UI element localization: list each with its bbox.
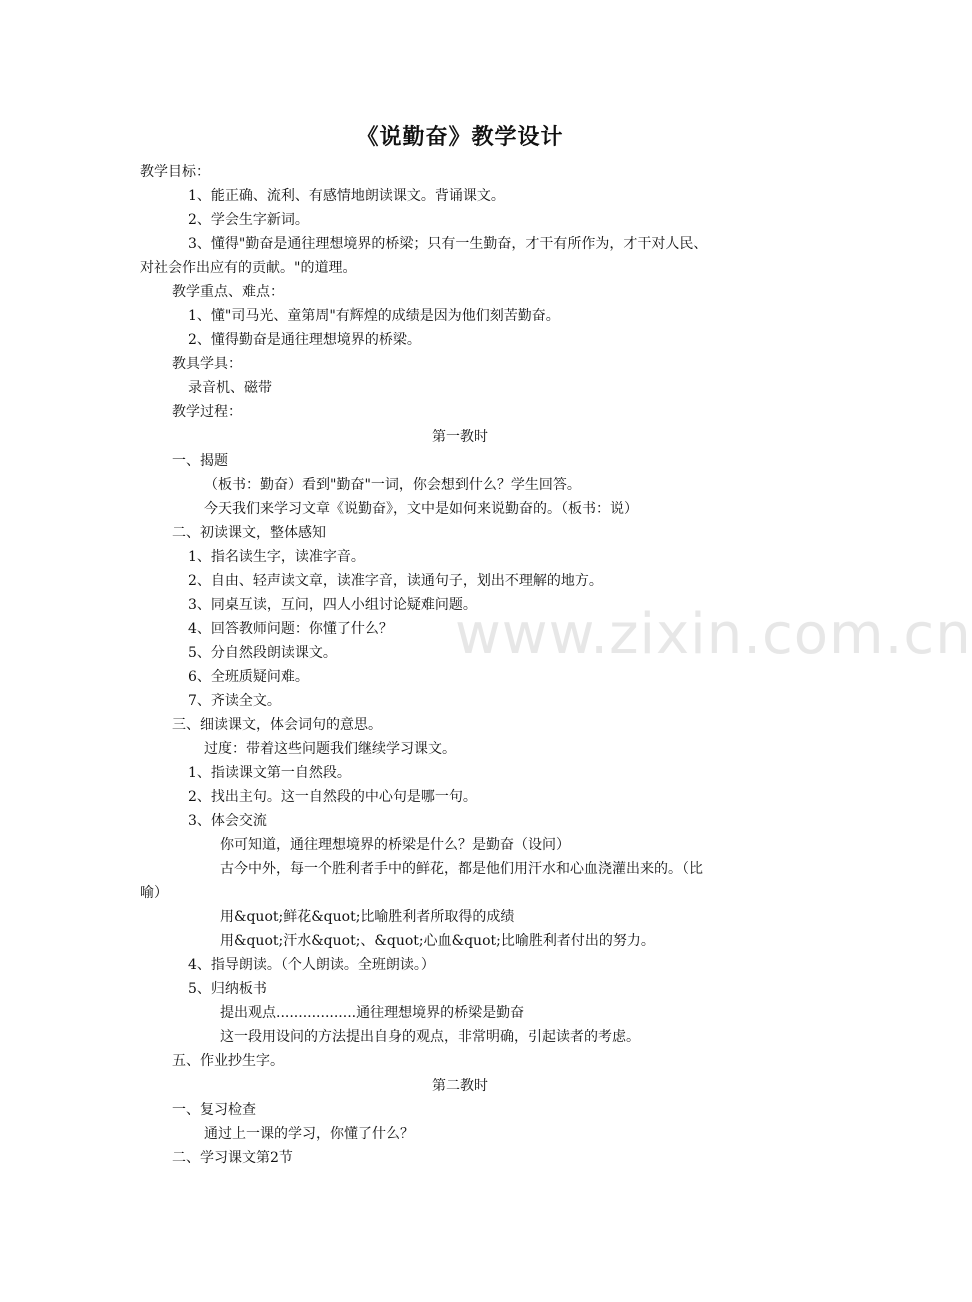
section-heading: 第一教时 xyxy=(432,429,488,445)
text-line: 过度：带着这些问题我们继续学习课文。 xyxy=(204,741,456,757)
text-line: 对社会作出应有的贡献。"的道理。 xyxy=(140,260,357,276)
text-line: 三、细读课文，体会词句的意思。 xyxy=(172,717,382,733)
text-line: 教学目标： xyxy=(140,164,210,180)
text-line: 教学过程： xyxy=(172,404,242,420)
text-line: 2、学会生字新词。 xyxy=(188,212,309,228)
text-line: 一、复习检查 xyxy=(172,1102,256,1118)
text-line: 二、初读课文，整体感知 xyxy=(172,525,326,541)
text-line: 古今中外，每一个胜利者手中的鲜花，都是他们用汗水和心血浇灌出来的。（比 xyxy=(220,861,703,877)
text-line: 2、懂得勤奋是通往理想境界的桥梁。 xyxy=(188,332,421,348)
section-heading: 第二教时 xyxy=(432,1078,488,1094)
text-line: 1、指读课文第一自然段。 xyxy=(188,765,351,781)
text-line: 1、能正确、流利、有感情地朗读课文。背诵课文。 xyxy=(188,188,505,204)
text-line: 3、同桌互读，互问，四人小组讨论疑难问题。 xyxy=(188,597,477,613)
text-line: 你可知道，通往理想境界的桥梁是什么？是勤奋（设问） xyxy=(220,837,570,853)
text-line: 教学重点、难点： xyxy=(172,284,284,300)
text-line: 喻） xyxy=(140,885,168,901)
text-line: 1、指名读生字，读准字音。 xyxy=(188,549,365,565)
text-line: 4、回答教师问题：你懂了什么？ xyxy=(188,621,393,637)
text-line: 2、找出主句。这一自然段的中心句是哪一句。 xyxy=(188,789,477,805)
text-line: 用&quot;汗水&quot;、&quot;心血&quot;比喻胜利者付出的努力。 xyxy=(220,933,655,949)
text-line: 用&quot;鲜花&quot;比喻胜利者所取得的成绩 xyxy=(220,909,515,925)
text-line: 7、齐读全文。 xyxy=(188,693,281,709)
text-line: 2、自由、轻声读文章，读准字音，读通句子，划出不理解的地方。 xyxy=(188,573,603,589)
watermark: www.zixin.com.cn xyxy=(455,602,972,667)
text-line: 3、体会交流 xyxy=(188,813,267,829)
text-line: 五、作业抄生字。 xyxy=(172,1053,284,1069)
text-line: 教具学具： xyxy=(172,356,242,372)
text-line: 通过上一课的学习，你懂了什么？ xyxy=(204,1126,414,1142)
text-line: 一、揭题 xyxy=(172,453,228,469)
document-title: 《说勤奋》教学设计 xyxy=(356,125,564,150)
text-line: 今天我们来学习文章《说勤奋》，文中是如何来说勤奋的。（板书：说） xyxy=(204,501,638,517)
text-line: 4、指导朗读。（个人朗读。全班朗读。） xyxy=(188,957,435,973)
text-line: 提出观点..................通往理想境界的桥梁是勤奋 xyxy=(220,1005,525,1021)
text-line: 3、懂得"勤奋是通往理想境界的桥梁；只有一生勤奋，才干有所作为，才干对人民、 xyxy=(188,236,708,252)
text-line: 1、懂"司马光、童第周"有辉煌的成绩是因为他们刻苦勤奋。 xyxy=(188,308,560,324)
text-line: 6、全班质疑问难。 xyxy=(188,669,309,685)
text-line: 这一段用设问的方法提出自身的观点，非常明确，引起读者的考虑。 xyxy=(220,1029,640,1045)
text-line: （板书：勤奋）看到"勤奋"一词，你会想到什么？学生回答。 xyxy=(204,477,581,493)
text-line: 二、学习课文第2节 xyxy=(172,1150,293,1166)
text-line: 录音机、磁带 xyxy=(188,380,272,396)
text-line: 5、分自然段朗读课文。 xyxy=(188,645,337,661)
text-line: 5、归纳板书 xyxy=(188,981,267,997)
